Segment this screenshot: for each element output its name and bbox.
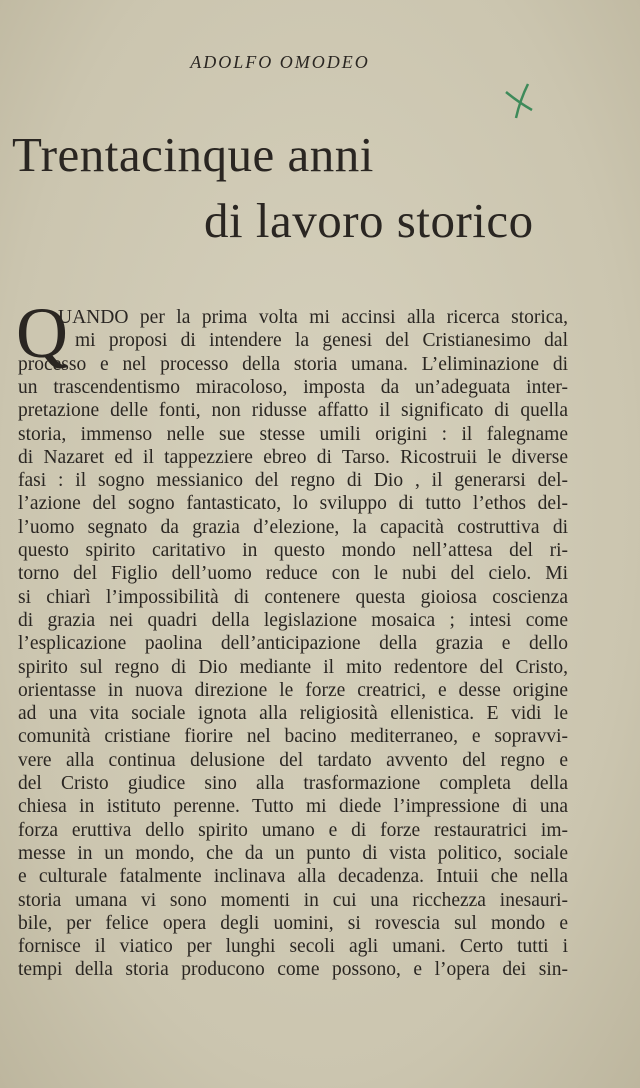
text-line: processo e nel processo della storia umana. L’eliminazione di (18, 353, 568, 375)
text-line: l’uomo segnato da grazia d’elezione, la capacità costruttiva di (18, 516, 568, 538)
text-line: mi proposi di intendere la genesi del Cristianesimo dal (75, 330, 568, 352)
text-line: un trascendentismo miracoloso, imposta da un’adeguata inter- (18, 376, 568, 398)
text-line: chiesa in istituto perenne. Tutto mi diede l’impressione di una (18, 796, 568, 818)
text-line: messe in un mondo, che da un punto di vista politico, sociale (18, 842, 568, 864)
text-line: comunità cristiane fiorire nel bacino mediterraneo, e sopravvi- (18, 726, 568, 748)
pencil-x-mark-icon (500, 80, 536, 120)
text-line: storia umana vi sono momenti in cui una ricchezza inesauri- (18, 889, 568, 911)
text-line: forza eruttiva dello spirito umano e di forze restauratrici im- (18, 819, 568, 841)
text-line: del Cristo giudice sino alla trasformazione completa della (18, 773, 568, 794)
text-line: fasi : il sogno messianico del regno di Dio , il generarsi del- (18, 470, 568, 492)
text-line: tempi della storia producono come possono, e l’opera dei sin- (18, 959, 568, 981)
title-line-2: di lavoro storico (204, 193, 534, 248)
text-line: bile, per felice opera degli uomini, si rovescia sul mondo e (18, 912, 568, 934)
text-line: pretazione delle fonti, non ridusse affatto il significato di quella (18, 400, 568, 422)
text-line: storia, immenso nelle sue stesse umili origini : il falegname (18, 423, 568, 445)
text-line: orientasse in nuova direzione le forze creatrici, e desse origine (18, 679, 568, 701)
text-line: si chiarì l’impossibilità di contenere questa gioiosa coscienza (18, 586, 568, 608)
text-line: UANDO per la prima volta mi accinsi alla ricerca storica, (58, 307, 568, 328)
text-line: e culturale fatalmente inclinava alla decadenza. Intuii che nella (18, 866, 568, 888)
text-line: l’azione del sogno fantasticato, lo sviluppo di tutto l’ethos del- (18, 493, 568, 515)
text-line: l’esplicazione paolina dell’anticipazione della grazia e dello (18, 633, 568, 655)
small-caps-word: UANDO (58, 307, 129, 328)
text-line: questo spirito caritativo in questo mondo nell’attesa del ri- (18, 540, 568, 561)
author-name: ADOLFO OMODEO (190, 52, 370, 72)
text-line: fornisce il viatico per lunghi secoli agli umani. Certo tutti i (18, 936, 568, 958)
text-line: spirito sul regno di Dio mediante il mito redentore del Cristo, (18, 656, 568, 678)
text-line: ad una vita sociale ignota alla religiosità ellenistica. E vidi le (18, 703, 568, 725)
text-line: torno del Figlio dell’uomo reduce con le nubi del cielo. Mi (18, 563, 568, 585)
text-line: vere alla continua delusione del tardato avvento del regno e (18, 749, 568, 771)
title-line-1: Trentacinque anni (12, 127, 374, 182)
drop-cap: Q (16, 293, 68, 373)
text-line: di grazia nei quadri della legislazione mosaica ; intesi come (18, 609, 568, 631)
text-line: di Nazaret ed il tappezziere ebreo di Tarso. Ricostruii le diverse (18, 446, 568, 468)
